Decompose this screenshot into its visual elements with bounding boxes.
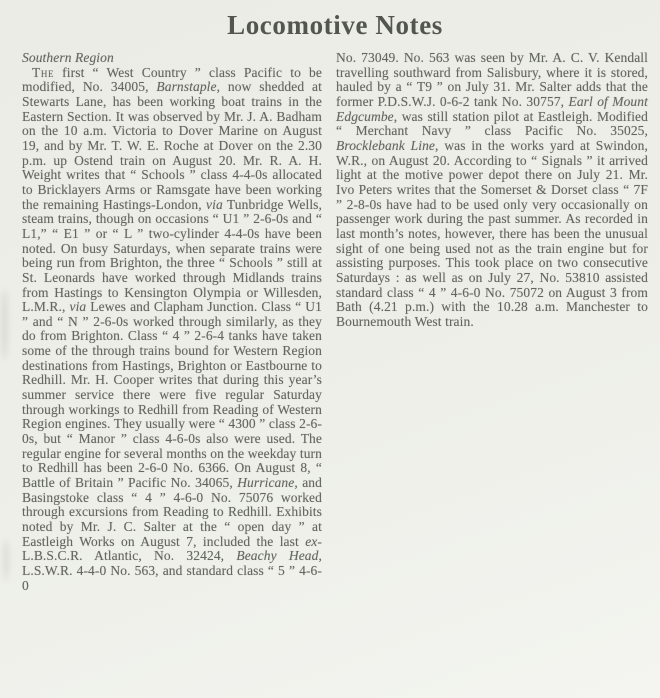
article-text-left: The first “ West Country ” class Pacific to be modified, No. 34005, Barnstaple, now shedded at Stewarts Lane, has been working boat trains in the Eastern Section. It was observed by Mr. J. A. Badham on the 10 a.m. Victoria to Dover Marine on August 19, and by Mr. T. W. E. Roche at Dover on the 2.30 p.m. up Ostend train on August 20. Mr. R. A. H. Weight writes that “ Schools ” class 4-4-0s allocated to Bricklayers Arms or Ramsgate have been working the remaining Hastings-London, via Tunbridge Wells, steam trains, though on occasions “ U1 ” 2-6-0s and “ L1,” “ E1 ” or “ L ” two-cylinder 4-4-0s have been noted. On busy Saturdays, when separate trains were being run from Brighton, the three “ Schools ” still at St. Leonards have worked through Midlands trains from Hastings to Kensington Olympia or Willesden, L.M.R., via Lewes and Clapham Junction. Class “ U1 ” and “ N ” 2-6-0s worked through similarly, as they do from Brighton. Class “ 4 ” 2-6-4 tanks have taken some of the through trains bound for Western Region destinations from Hastings, Brighton or Eastbourne to Redhill. Mr. H. Cooper writes that during this year’s summer service there were five regular Saturday through workings to Redhill from Reading of Western Region engines. They usually were “ 4300 ” class 2-6-0s, but “ Manor ” class 4-6-0s also were used. The regular engine for several months on the weekday turn to Redhill has been 2-6-0 No. 6366. On August 8, “ Battle of Britain ” Pacific No. 34065, Hurricane, and Basingstoke class “ 4 ” 4-6-0 No. 75076 worked through excursions from Reading to Redhill. Exhibits noted by Mr. J. C. Salter at the “ open day ” at Eastleigh Works on August 7, included the last ex-L.B.S.C.R. Atlantic, No. 32424, Beachy Head, L.S.W.R. 4-4-0 No. 563, and standard class “ 5 ” 4-6-0	[22, 64, 322, 593]
article-columns	[22, 51, 648, 593]
article-text-right: No. 73049. No. 563 was seen by Mr. A. C. V. Kendall travelling southward from Salisbury, where it is stored, hauled by a “ T9 ” on July 31. Mr. Salter adds that the former P.D.S.W.J. 0-6-2 tank No. 30757, Earl of Mount Edgcumbe, was still station pilot at Eastleigh. Modified “ Merchant Navy ” class Pacific No. 35025, Brocklebank Line, was in the works yard at Swindon, W.R., on August 20. According to “ Signals ” it arrived light at the motive power depot there on July 21. Mr. Ivo Peters writes that the Somerset & Dorset class “ 7F ” 2-8-0s have had to be used only very occasionally on passenger work during the past summer. As recorded in last month’s notes, however, there has been the unusual sight of one being used not as the train engine but for assisting purposes. This took place on two consecutive Saturdays : as well as on July 27, No. 53810 assisted standard class “ 4 ” 4-6-0 No. 75072 on August 3 from Bath (4.21 p.m.) with the 10.28 a.m. Manchester to Bournemouth West train.	[336, 50, 648, 329]
page-title: Locomotive Notes	[227, 10, 443, 40]
scan-smudge	[3, 540, 9, 580]
article-column-left	[22, 51, 322, 593]
article-column-right	[336, 51, 648, 593]
section-heading: Southern Region	[22, 50, 114, 65]
scan-smudge	[1, 290, 8, 360]
